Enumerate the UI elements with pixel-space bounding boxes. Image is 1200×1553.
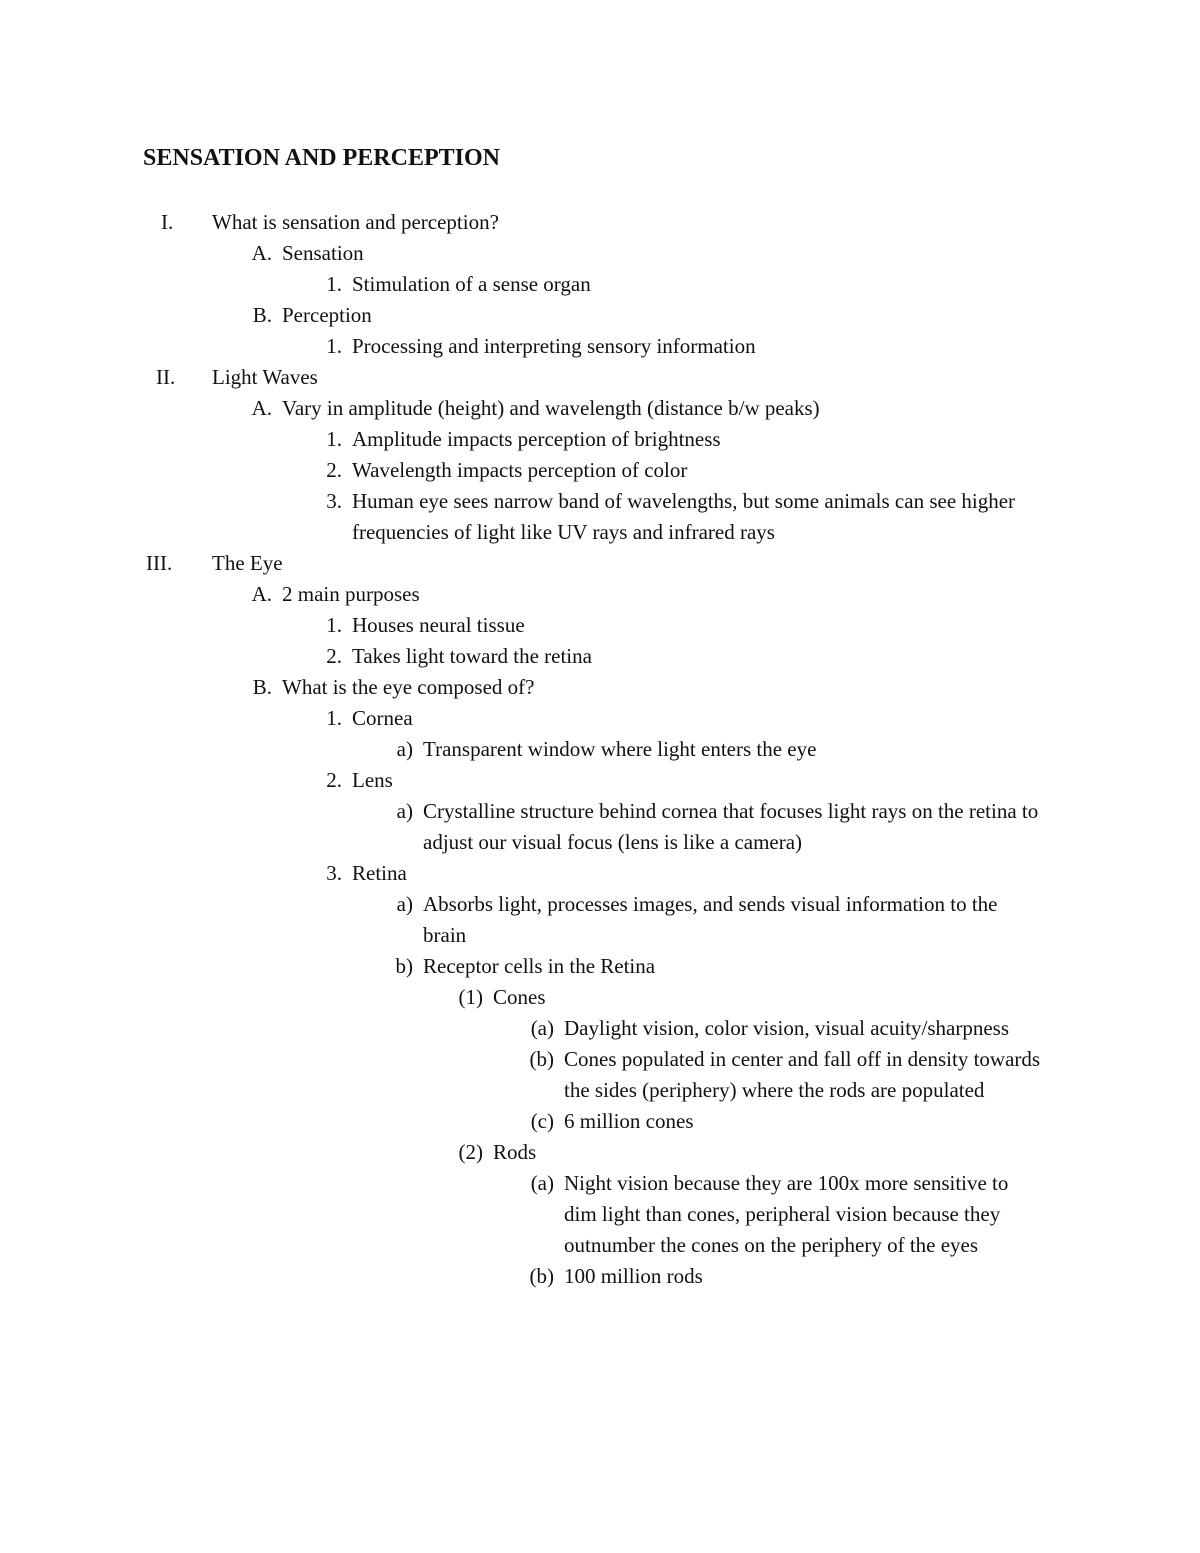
outline-text: Cornea <box>352 706 413 730</box>
outline-item-level2 <box>0 393 1200 424</box>
outline-marker: 3. <box>326 489 342 513</box>
outline-item-level3 <box>0 331 1200 362</box>
outline-text: Transparent window where light enters the eye <box>423 737 817 761</box>
outline-text: Daylight vision, color vision, visual acuity/sharpness <box>564 1016 1010 1040</box>
outline-text: Processing and interpreting sensory information <box>352 334 756 358</box>
outline-item-level2 <box>0 672 1200 703</box>
outline-text: Cones populated in center and fall off in density towards the sides (periphery) where the rods are populated <box>564 1047 1041 1102</box>
outline-marker: 2. <box>326 768 342 792</box>
outline-item-level4 <box>0 951 1200 982</box>
outline-marker: (c) <box>530 1109 554 1133</box>
outline-text: 6 million cones <box>564 1109 694 1133</box>
outline-marker: III. <box>146 551 173 575</box>
outline-text: Night vision because they are 100x more sensitive to dim light than cones, peripheral vision because they outnumber the cones on the periphery of the eyes <box>564 1171 1009 1257</box>
outline-text: Retina <box>352 861 407 885</box>
outline-marker: 3. <box>326 861 342 885</box>
outline-text: Takes light toward the retina <box>352 644 592 668</box>
outline-text: Stimulation of a sense organ <box>352 272 591 296</box>
outline-item-level3 <box>0 455 1200 486</box>
outline-item-level4 <box>0 889 1200 951</box>
outline-text: The Eye <box>212 551 283 575</box>
outline-text: Amplitude impacts perception of brightness <box>352 427 721 451</box>
outline-text: 100 million rods <box>564 1264 703 1288</box>
outline-item-level3 <box>0 703 1200 734</box>
outline-item-level6 <box>0 1168 1200 1261</box>
document-title: SENSATION AND PERCEPTION <box>143 145 500 171</box>
outline-item-level2 <box>0 238 1200 269</box>
outline-marker: 2. <box>326 458 342 482</box>
outline-text: Perception <box>282 303 372 327</box>
outline-item-level5 <box>0 982 1200 1013</box>
outline-item-level6 <box>0 1044 1200 1106</box>
outline-text: Rods <box>493 1140 537 1164</box>
outline-text: What is the eye composed of? <box>282 675 535 699</box>
outline-item-level1 <box>0 362 1200 393</box>
outline-text: Lens <box>352 768 393 792</box>
outline-marker: (b) <box>529 1047 554 1071</box>
outline-text: What is sensation and perception? <box>212 210 499 234</box>
outline-marker: (1) <box>458 985 483 1009</box>
outline-text: Sensation <box>282 241 364 265</box>
outline-marker: A. <box>251 582 272 606</box>
outline-text: Human eye sees narrow band of wavelengths, but some animals can see higher frequencies of light like UV rays and infrared rays <box>352 489 1016 544</box>
outline-text: Receptor cells in the Retina <box>423 954 656 978</box>
outline-item-level5 <box>0 1137 1200 1168</box>
outline-item-level6 <box>0 1261 1200 1292</box>
outline-item-level1 <box>0 207 1200 238</box>
outline-item-level6 <box>0 1106 1200 1137</box>
outline-text: Crystalline structure behind cornea that focuses light rays on the retina to adjust our visual focus (lens is like a camera) <box>423 799 1039 854</box>
outline-marker: a) <box>396 799 413 823</box>
outline-marker: II. <box>156 365 176 389</box>
outline-item-level3 <box>0 486 1200 548</box>
outline-text: Houses neural tissue <box>352 613 525 637</box>
outline-text: Vary in amplitude (height) and wavelength (distance b/w peaks) <box>282 396 820 420</box>
outline-item-level3 <box>0 858 1200 889</box>
outline-item-level3 <box>0 765 1200 796</box>
outline-marker: 1. <box>326 334 342 358</box>
outline-marker: b) <box>395 954 413 978</box>
outline-text: Light Waves <box>212 365 318 389</box>
outline-item-level2 <box>0 300 1200 331</box>
outline-marker: A. <box>251 241 272 265</box>
outline-list <box>0 207 1200 1292</box>
outline-marker: a) <box>396 892 413 916</box>
outline-marker: 1. <box>326 613 342 637</box>
outline-text: Wavelength impacts perception of color <box>352 458 688 482</box>
outline-item-level6 <box>0 1013 1200 1044</box>
outline-marker: 2. <box>326 644 342 668</box>
outline-item-level3 <box>0 610 1200 641</box>
outline-marker: (2) <box>458 1140 483 1164</box>
outline-marker: (a) <box>530 1171 554 1195</box>
outline-item-level3 <box>0 641 1200 672</box>
outline-marker: 1. <box>326 427 342 451</box>
outline-marker: I. <box>161 210 174 234</box>
outline-marker: (a) <box>530 1016 554 1040</box>
outline-marker: 1. <box>326 706 342 730</box>
outline-item-level3 <box>0 269 1200 300</box>
outline-item-level2 <box>0 579 1200 610</box>
outline-text: Absorbs light, processes images, and sends visual information to the brain <box>423 892 998 947</box>
outline-marker: (b) <box>529 1264 554 1288</box>
outline-text: 2 main purposes <box>282 582 420 606</box>
outline-item-level4 <box>0 734 1200 765</box>
outline-marker: A. <box>251 396 272 420</box>
outline-item-level3 <box>0 424 1200 455</box>
outline-item-level1 <box>0 548 1200 579</box>
outline-marker: B. <box>252 303 272 327</box>
outline-marker: a) <box>396 737 413 761</box>
outline-item-level4 <box>0 796 1200 858</box>
outline-marker: B. <box>252 675 272 699</box>
outline-text: Cones <box>493 985 546 1009</box>
outline-marker: 1. <box>326 272 342 296</box>
